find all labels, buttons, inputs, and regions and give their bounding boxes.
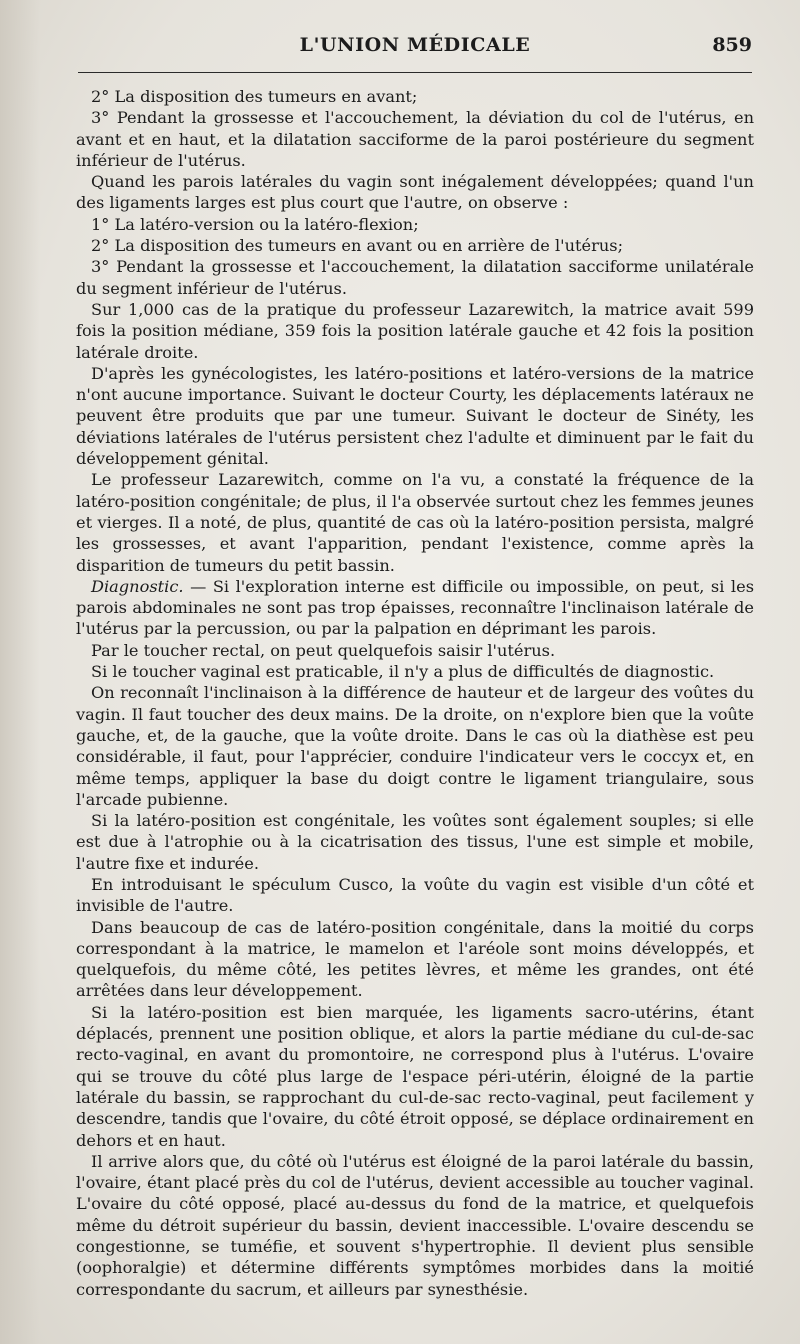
paragraph [76, 1151, 754, 1300]
paragraph [76, 810, 754, 874]
page-header [78, 34, 752, 70]
running-title: L'UNION MÉDICALE [299, 34, 531, 56]
paragraph-text: En introduisant le spéculum Cusco, la voûte du vagin est visible d'un côté et invisible de l'autre. [76, 874, 754, 916]
paragraph [76, 214, 754, 235]
paragraph-text: Le professeur Lazarewitch, comme on l'a vu, a constaté la fréquence de la latéro-position congénitale; de plus, il l'a observée surtout chez les femmes jeunes et vierges. Il a noté, de plus, quantité de cas où la latéro-position persista, malgré les grossesses, et avant l'apparition, pendant l'existence, comme après la disparition de tumeurs du petit bassin. [76, 470, 754, 575]
paragraph-text: Il arrive alors que, du côté où l'utérus est éloigné de la paroi latérale du bassin, l'ovaire, étant placé près du col de l'utérus, devient accessible au toucher vaginal. L'ovaire du côté opposé, placé au-dessus du fond de la matrice, et quelquefois même du détroit supérieur du bassin, devient inaccessible. L'ovaire descendu se congestionne, se tuméfie, et souvent s'hypertrophie. Il devient plus sensible (oophoralgie) et détermine différents symptômes morbides dans la moitié correspondante du sacrum, et ailleurs par synesthésie. [76, 1151, 754, 1299]
paragraph-text: 3° Pendant la grossesse et l'accouchement, la déviation du col de l'utérus, en avant et en haut, et la dilatation sacciforme de la paroi postérieure du segment inférieur de l'utérus. [76, 108, 754, 170]
paragraph [76, 661, 754, 682]
page-body [76, 86, 754, 1300]
paragraph [76, 917, 754, 1002]
paragraph [76, 576, 754, 640]
paragraph [76, 235, 754, 256]
paragraph [76, 1002, 754, 1151]
paragraph [76, 874, 754, 917]
paragraph-text: 3° Pendant la grossesse et l'accouchement, la dilatation sacciforme unilatérale du segment inférieur de l'utérus. [76, 257, 754, 298]
page-number: 859 [712, 34, 752, 56]
paragraph-text: Si la latéro-position est bien marquée, les ligaments sacro-utérins, étant déplacés, prennent une position oblique, et alors la partie médiane du cul-de-sac recto-vaginal, en avant du promontoire, ne correspond plus à l'utérus. L'ovaire qui se trouve du côté plus large de l'espace péri-utérin, éloigné de la partie latérale du bassin, se rapprochant du cul-de-sac recto-vaginal, peut facilement y descendre, tandis que l'ovaire, du côté étroit opposé, se déplace ordinairement en dehors et en haut. [76, 1002, 754, 1150]
section-heading: Diagnostic. [91, 576, 184, 596]
paragraph-text: On reconnaît l'inclinaison à la différence de hauteur et de largeur des voûtes du vagin. Il faut toucher des deux mains. De la droite, on n'explore bien que la voûte gauche, et, de la gauche, que la voûte droite. Dans le cas où la diathèse est peu considérable, il faut, pour l'apprécier, conduire l'indicateur vers le coccyx et, en même temps, appliquer la base du doigt contre le ligament triangulaire, sous l'arcade pubienne. [76, 683, 754, 809]
paragraph [76, 86, 754, 107]
paragraph-text: 2° La disposition des tumeurs en avant; [91, 87, 418, 106]
paragraph-text: Si le toucher vaginal est praticable, il n'y a plus de difficultés de diagnostic. [91, 662, 715, 682]
paragraph [76, 469, 754, 575]
paragraph [76, 363, 754, 469]
paragraph [76, 171, 754, 214]
paragraph-text: 1° La latéro-version ou la latéro-flexion; [91, 214, 419, 234]
paragraph-text: Si la latéro-position est congénitale, les voûtes sont également souples; si elle est due à l'atrophie ou à la cicatrisation des tissus, l'une est simple et mobile, l'autre fixe et indurée. [76, 811, 754, 873]
paragraph-text: Quand les parois latérales du vagin sont inégalement développées; quand l'un des ligaments larges est plus court que l'autre, on observe : [76, 172, 754, 213]
header-rule [78, 72, 752, 73]
paragraph-text: D'après les gynécologistes, les latéro-positions et latéro-versions de la matrice n'ont aucune importance. Suivant le docteur Courty, les déplacements latéraux ne peuvent être produits que par une tumeur. Suivant le docteur de Sinéty, les déviations latérales de l'utérus persistent chez l'adulte et diminuent par le fait du développement génital. [76, 363, 754, 469]
page-gutter-shadow [0, 0, 40, 1344]
paragraph [76, 682, 754, 810]
paragraph-text: 2° La disposition des tumeurs en avant ou en arrière de l'utérus; [91, 236, 624, 256]
paragraph [76, 299, 754, 363]
paragraph [76, 107, 754, 171]
paragraph-text: Par le toucher rectal, on peut quelquefois saisir l'utérus. [91, 640, 556, 660]
paragraph [76, 256, 754, 299]
paragraph-text: — Si l'exploration interne est difficile ou impossible, on peut, si les parois abdominales ne sont pas trop épaisses, reconnaître l'inclinaison latérale de l'utérus par la percussion, ou par la palpation en déprimant les parois. [76, 576, 754, 639]
paragraph-text: Sur 1,000 cas de la pratique du professeur Lazarewitch, la matrice avait 599 fois la position médiane, 359 fois la position latérale gauche et 42 fois la position latérale droite. [76, 299, 754, 362]
paragraph-text: Dans beaucoup de cas de latéro-position congénitale, dans la moitié du corps correspondant à la matrice, le mamelon et l'aréole sont moins développés, et quelquefois, du même côté, les petites lèvres, et même les grandes, ont été arrêtées dans leur développement. [76, 917, 754, 1001]
paragraph [76, 640, 754, 661]
